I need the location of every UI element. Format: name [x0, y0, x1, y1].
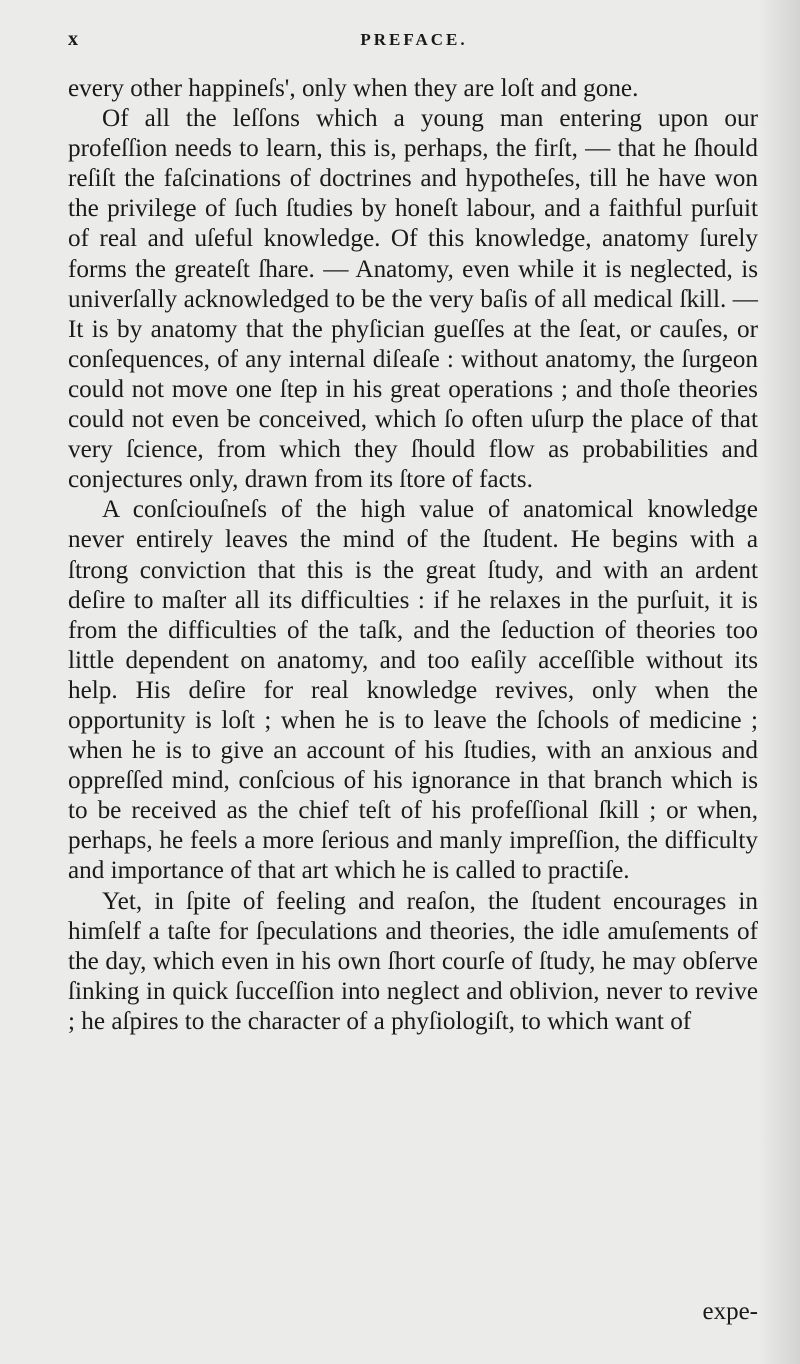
paragraph: Of all the leſſons which a young man entering upon our profeſſion needs to learn, this is, perhaps, the firſt, — that he ſhould reſiſt the faſcinations of doctrines and hypotheſes, till he have won the privilege of ſuch ſtudies by honeſt labour, and a faithful purſuit of real and uſeful knowledge. Of this knowledge, anatomy ſurely forms the greateſt ſhare. — Anatomy, even while it is neglected, is univerſally acknowledged to be the very baſis of all medical ſkill. — It is by anatomy that the phyſician gueſſes at the ſeat, or cauſes, or conſequences, of any internal diſeaſe : without anatomy, the ſurgeon could not move one ſtep in his great operations ; and thoſe theories could not even be conceived, which ſo often uſurp the place of that very ſcience, from which they ſhould flow as probabilities and conjectures only, drawn from its ſtore of facts. — [68, 105, 758, 494]
paragraph: A conſciouſneſs of the high value of anatomical knowledge never entirely leaves the mind of the ſtudent. He begins with a ſtrong conviction that this is the great ſtudy, and with an ardent deſire to maſter all its difficulties : if he relaxes in the purſuit, it is from the difficulties of the taſk, and the ſeduction of theories too little dependent on anatomy, and too eaſily acceſſible without its help. His deſire for real knowledge revives, only when the opportunity is loſt ; when he is to leave the ſchools of medicine ; when he is to give an account of his ſtudies, with an anxious and oppreſſed mind, conſcious of his ignorance in that branch which is to be received as the chief teſt of his profeſſional ſkill ; or when, perhaps, he feels a more ſerious and manly impreſſion, the difficulty and importance of that art which he is called to practiſe. — [68, 496, 758, 885]
paragraph: Yet, in ſpite of feeling and reaſon, the ſtudent encourages in himſelf a taſte for ſpeculations and theories, the idle amuſements of the day, which even in his own ſhort courſe of ſtudy, he may obſerve ſinking in quick ſucceſſion into neglect and oblivion, never to revive ; he aſpires to the character of a phyſiologiſt, to which want of — [68, 887, 758, 1035]
catchword: expe- — [702, 1298, 758, 1325]
body-text — [68, 74, 758, 1037]
page-number: x — [68, 28, 79, 50]
paragraph-continuation: every other happineſs', only when they are loſt and gone. — [68, 75, 639, 102]
page-header — [68, 28, 760, 52]
running-head: PREFACE. — [360, 30, 468, 49]
